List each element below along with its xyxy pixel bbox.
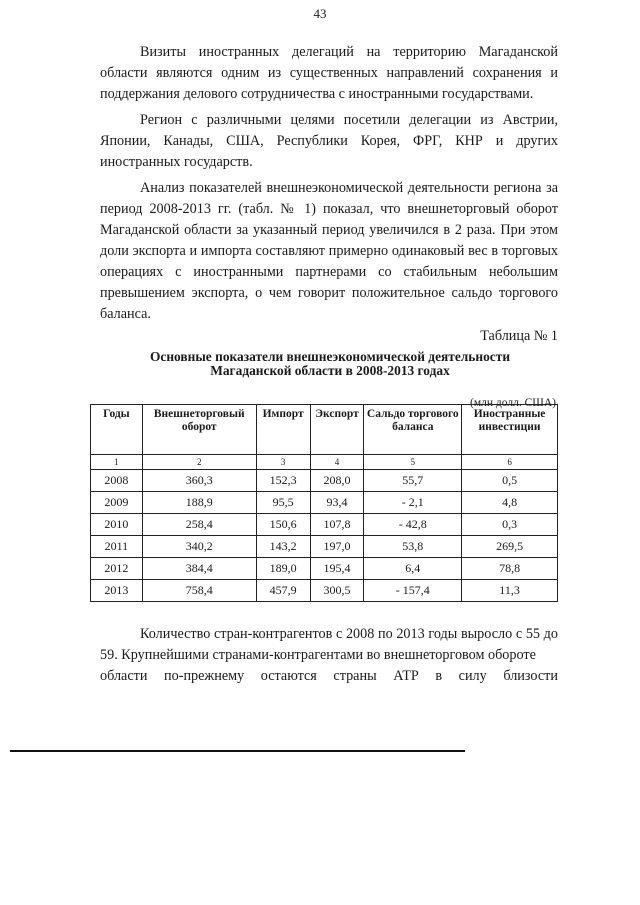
indicators-table xyxy=(90,404,558,602)
column-number: 1 xyxy=(91,455,143,470)
table-unit: (млн долл. США) xyxy=(470,397,556,409)
last-line-word: силу xyxy=(458,668,487,684)
header-balance: Сальдо торгового баланса xyxy=(364,405,462,455)
column-number: 4 xyxy=(310,455,364,470)
cell-import: 189,0 xyxy=(256,558,310,580)
header-turnover: Внешнеторговый оборот xyxy=(142,405,256,455)
table-row xyxy=(91,470,558,492)
header-investments: Иностранные инвестиции xyxy=(462,405,558,455)
table-title-line-2: Магаданской области в 2008-2013 годах xyxy=(210,363,450,378)
cell-turnover: 188,9 xyxy=(142,492,256,514)
cell-turnover: 758,4 xyxy=(142,580,256,602)
header-years: Годы xyxy=(91,405,143,455)
table-title-line-1: Основные показатели внешнеэкономической деятельности xyxy=(149,349,511,364)
last-line-word: остаются xyxy=(260,668,317,684)
cell-import: 457,9 xyxy=(256,580,310,602)
cell-balance: - 157,4 xyxy=(364,580,462,602)
cell-turnover: 258,4 xyxy=(142,514,256,536)
cell-investments: 11,3 xyxy=(462,580,558,602)
table-row xyxy=(91,558,558,580)
last-line-word: страны xyxy=(333,668,377,684)
page-number: 43 xyxy=(313,6,327,21)
cell-year: 2013 xyxy=(91,580,143,602)
cell-balance: - 42,8 xyxy=(364,514,462,536)
cell-import: 95,5 xyxy=(256,492,310,514)
cell-turnover: 360,3 xyxy=(142,470,256,492)
cell-export: 197,0 xyxy=(310,536,364,558)
cell-export: 107,8 xyxy=(310,514,364,536)
table-column-numbers-row xyxy=(91,455,558,470)
last-line-word: АТР xyxy=(393,668,419,684)
cell-export: 208,0 xyxy=(310,470,364,492)
paragraph-counterparties: Количество стран-контрагентов с 2008 по 2013 годы выросло с 55 до 59. Крупнейшими странами-контрагентами во внешнеторговом обороте xyxy=(100,626,558,663)
last-line-word: по-прежнему xyxy=(164,668,245,684)
cell-turnover: 384,4 xyxy=(142,558,256,580)
cell-investments: 4,8 xyxy=(462,492,558,514)
last-line-word: области xyxy=(100,668,148,684)
cell-balance: 53,8 xyxy=(364,536,462,558)
cell-year: 2008 xyxy=(91,470,143,492)
table-caption: Таблица № 1 xyxy=(480,328,558,344)
column-number: 6 xyxy=(462,455,558,470)
cell-import: 143,2 xyxy=(256,536,310,558)
cell-balance: 6,4 xyxy=(364,558,462,580)
table-row xyxy=(91,514,558,536)
header-import: Импорт xyxy=(256,405,310,455)
table-title xyxy=(100,350,560,378)
column-number: 5 xyxy=(364,455,462,470)
cell-import: 150,6 xyxy=(256,514,310,536)
cell-export: 93,4 xyxy=(310,492,364,514)
cell-balance: 55,7 xyxy=(364,470,462,492)
cell-export: 195,4 xyxy=(310,558,364,580)
cell-investments: 0,3 xyxy=(462,514,558,536)
paragraph-analysis: Анализ показателей внешнеэкономической деятельности региона за период 2008-2013 гг. (табл. № 1) показал, что внешнеторговый оборот Магаданской области за указанный период увеличился в 2 раза. При этом доли экспорта и импорта составляют примерно одинаковый вес в торговых операциях с иностранными партнерами со стабильным небольшим превышением экспорта, о чем говорит положительное сальдо торгового баланса. xyxy=(100,180,558,322)
cell-investments: 78,8 xyxy=(462,558,558,580)
last-line-word: близости xyxy=(503,668,558,684)
paragraph-last-line xyxy=(100,666,558,687)
paragraph-countries: Регион с различными целями посетили делегации из Австрии, Японии, Канады, США, Республики Корея, ФРГ, КНР и других иностранных государств. xyxy=(100,112,558,170)
cell-year: 2012 xyxy=(91,558,143,580)
last-line-word: в xyxy=(435,668,443,684)
cell-export: 300,5 xyxy=(310,580,364,602)
table-row xyxy=(91,536,558,558)
header-export: Экспорт xyxy=(310,405,364,455)
cell-investments: 269,5 xyxy=(462,536,558,558)
cell-balance: - 2,1 xyxy=(364,492,462,514)
table-header-row xyxy=(91,405,558,455)
cell-year: 2009 xyxy=(91,492,143,514)
column-number: 3 xyxy=(256,455,310,470)
paragraph-delegations: Визиты иностранных делегаций на территорию Магаданской области являются одним из существенных направлений сохранения и поддержания делового сотрудничества с иностранными государствами. xyxy=(100,44,558,102)
cell-year: 2011 xyxy=(91,536,143,558)
cell-year: 2010 xyxy=(91,514,143,536)
column-number: 2 xyxy=(142,455,256,470)
table-row xyxy=(91,492,558,514)
cell-investments: 0,5 xyxy=(462,470,558,492)
bottom-divider xyxy=(10,750,465,752)
cell-turnover: 340,2 xyxy=(142,536,256,558)
cell-import: 152,3 xyxy=(256,470,310,492)
table-row xyxy=(91,580,558,602)
